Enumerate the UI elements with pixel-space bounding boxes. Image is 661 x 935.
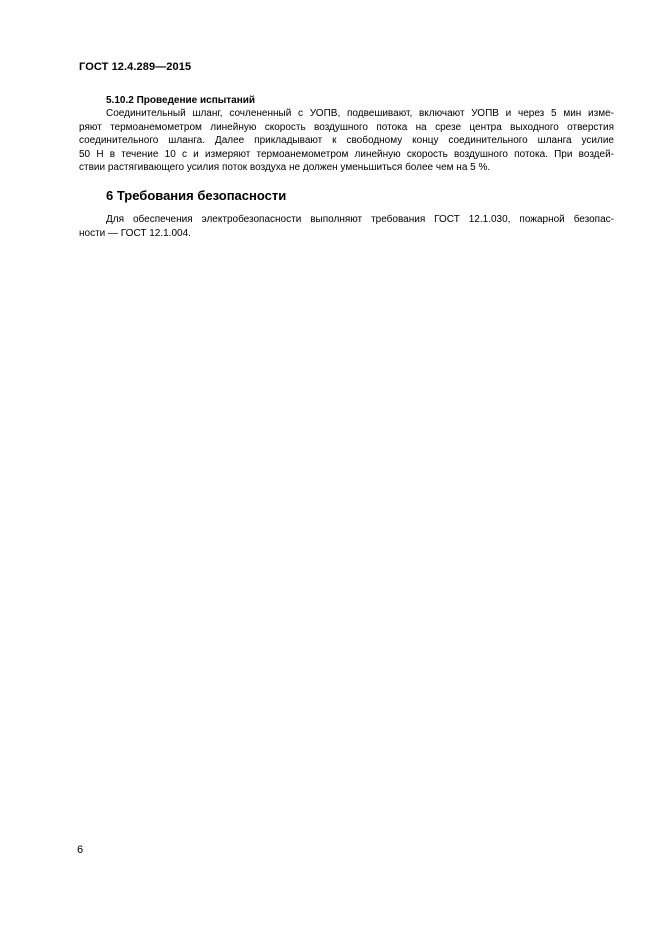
paragraph-line: соединительного шланга. Далее прикладывают к свободному концу соединительного шланга усилие (79, 135, 614, 147)
paragraph-line: Для обеспечения электробезопасности выполняют требования ГОСТ 12.1.030, пожарной безопас- (106, 214, 614, 225)
paragraph-line: 50 Н в течение 10 с и измеряют термоанемометром линейную скорость воздушного потока. При воздей- (79, 148, 614, 160)
paragraph-line: ствии растягивающего усилия поток воздуха не должен уменьшиться более чем на 5 %. (79, 162, 491, 174)
paragraph-line: ности — ГОСТ 12.1.004. (79, 227, 191, 239)
subsection-paragraph (79, 107, 614, 175)
section-5-10-2 (79, 94, 614, 175)
page-number: 6 (77, 844, 84, 856)
section-6-paragraph (79, 213, 614, 240)
paragraph-line: ряют термоанемометром линейную скорость воздушного потока на срезе центра выходного отверстия (79, 121, 614, 133)
document-header: ГОСТ 12.4.289—2015 (79, 61, 192, 73)
subsection-title: 5.10.2 Проведение испытаний (106, 95, 256, 106)
paragraph (79, 213, 614, 240)
section-heading: 6 Требования безопасности (106, 188, 287, 203)
paragraph-line: Соединительный шланг, сочлененный с УОПВ, подвешивают, включают УОПВ и через 5 мин изме- (106, 108, 614, 119)
